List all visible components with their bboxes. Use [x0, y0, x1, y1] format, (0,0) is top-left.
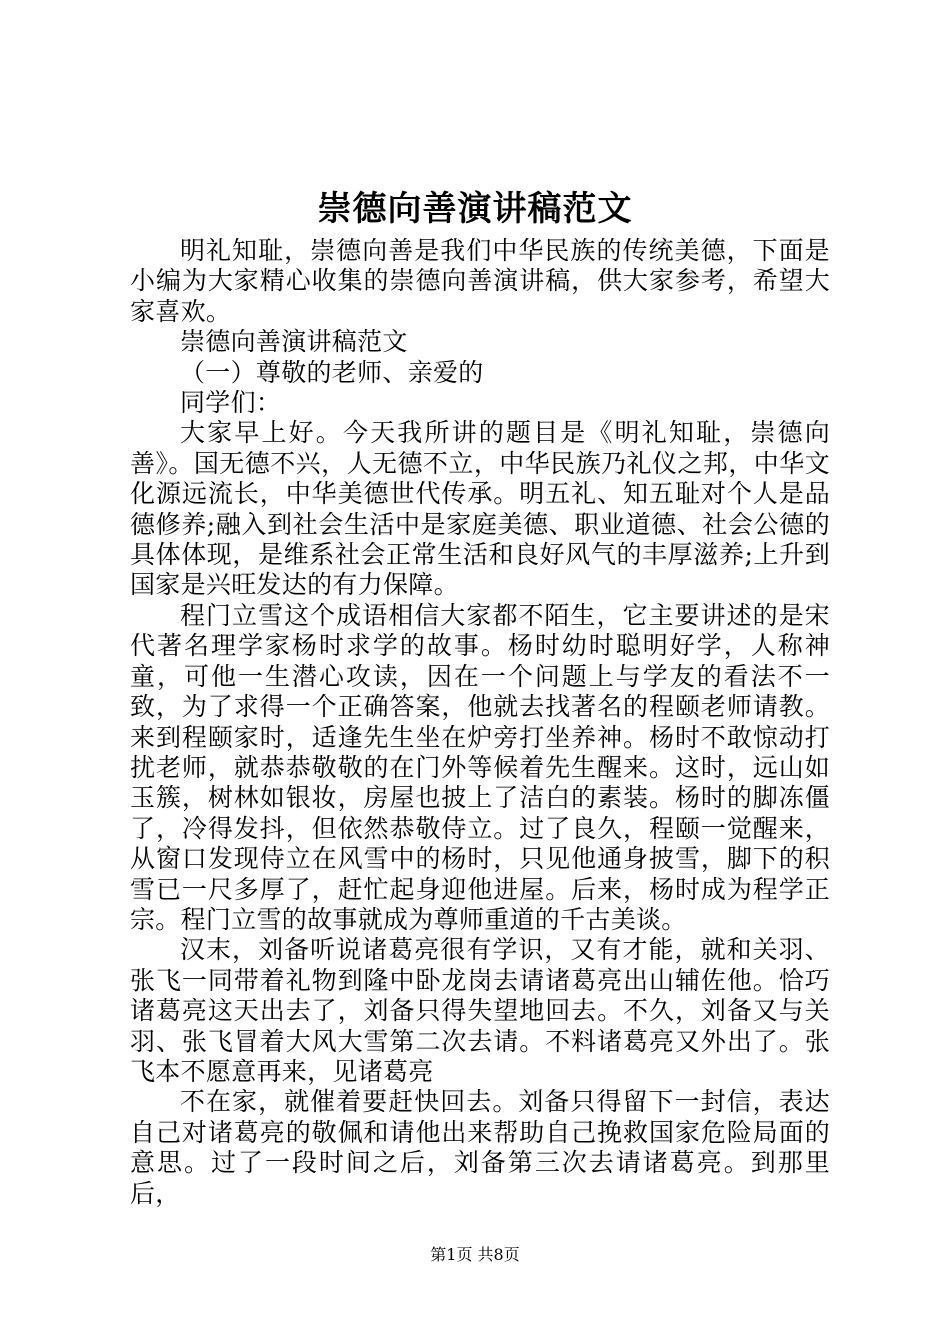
paragraph-salutation: （一）尊敬的老师、亲爱的 — [180, 357, 484, 387]
paragraph-chengmen-lixue: 程门立雪这个成语相信大家都不陌生，它主要讲述的是宋代著名理学家杨时求学的故事。杨时幼时聪明好学，人称神童，可他一生潜心攻读，因在一个问题上与学友的看法不一致，为了求得一个正确答案，他就去找著名的程颐老师请教。来到程颐家时，适逢先生坐在炉旁打坐养神。杨时不敢惊动打扰老师，就恭恭敬敬的在门外等候着先生醒来。这时，远山如玉簇，树林如银妆，房屋也披上了洁白的素装。杨时的脚冻僵了，冷得发抖，但依然恭敬侍立。过了良久，程颐一觉醒来，从窗口发现侍立在风雪中的杨时，只见他通身披雪，脚下的积雪已一尺多厚了，赶忙起身迎他进屋。后来，杨时成为程学正宗。程门立雪的故事就成为尊师重道的千古美谈。 — [130, 600, 830, 934]
paragraph-liubei-cont: 不在家，就催着要赶快回去。刘备只得留下一封信，表达自己对诸葛亮的敬佩和请他出来帮助自己挽救国家危险局面的意思。过了一段时间之后，刘备第三次去请诸葛亮。到那里后， — [130, 1087, 830, 1208]
paragraph-intro: 明礼知耻，崇德向善是我们中华民族的传统美德，下面是小编为大家精心收集的崇德向善演讲稿，供大家参考，希望大家喜欢。 — [130, 236, 830, 326]
paragraph-subtitle: 崇德向善演讲稿范文 — [180, 327, 408, 357]
page-footer: 第1页 共8页 — [430, 1245, 520, 1264]
paragraph-salutation-cont: 同学们： — [180, 388, 282, 418]
page-title: 崇德向善演讲稿范文 — [317, 189, 633, 229]
paragraph-greeting: 大家早上好。今天我所讲的题目是《明礼知耻，崇德向善》。国无德不兴，人无德不立，中华民族乃礼仪之邦，中华文化源远流长，中华美德世代传承。明五礼、知五耻对个人是品德修养;融入到社会生活中是家庭美德、职业道德、社会公德的具体体现，是维系社会正常生活和良好风气的丰厚滋养;上升到国家是兴旺发达的有力保障。 — [130, 418, 830, 600]
paragraph-liubei: 汉末，刘备听说诸葛亮很有学识，又有才能，就和关羽、张飞一同带着礼物到隆中卧龙岗去请诸葛亮出山辅佐他。恰巧诸葛亮这天出去了，刘备只得失望地回去。不久，刘备又与关羽、张飞冒着大风大雪第二次去请。不料诸葛亮又外出了。张飞本不愿意再来，见诸葛亮 — [130, 935, 830, 1086]
document-body — [130, 236, 830, 1209]
